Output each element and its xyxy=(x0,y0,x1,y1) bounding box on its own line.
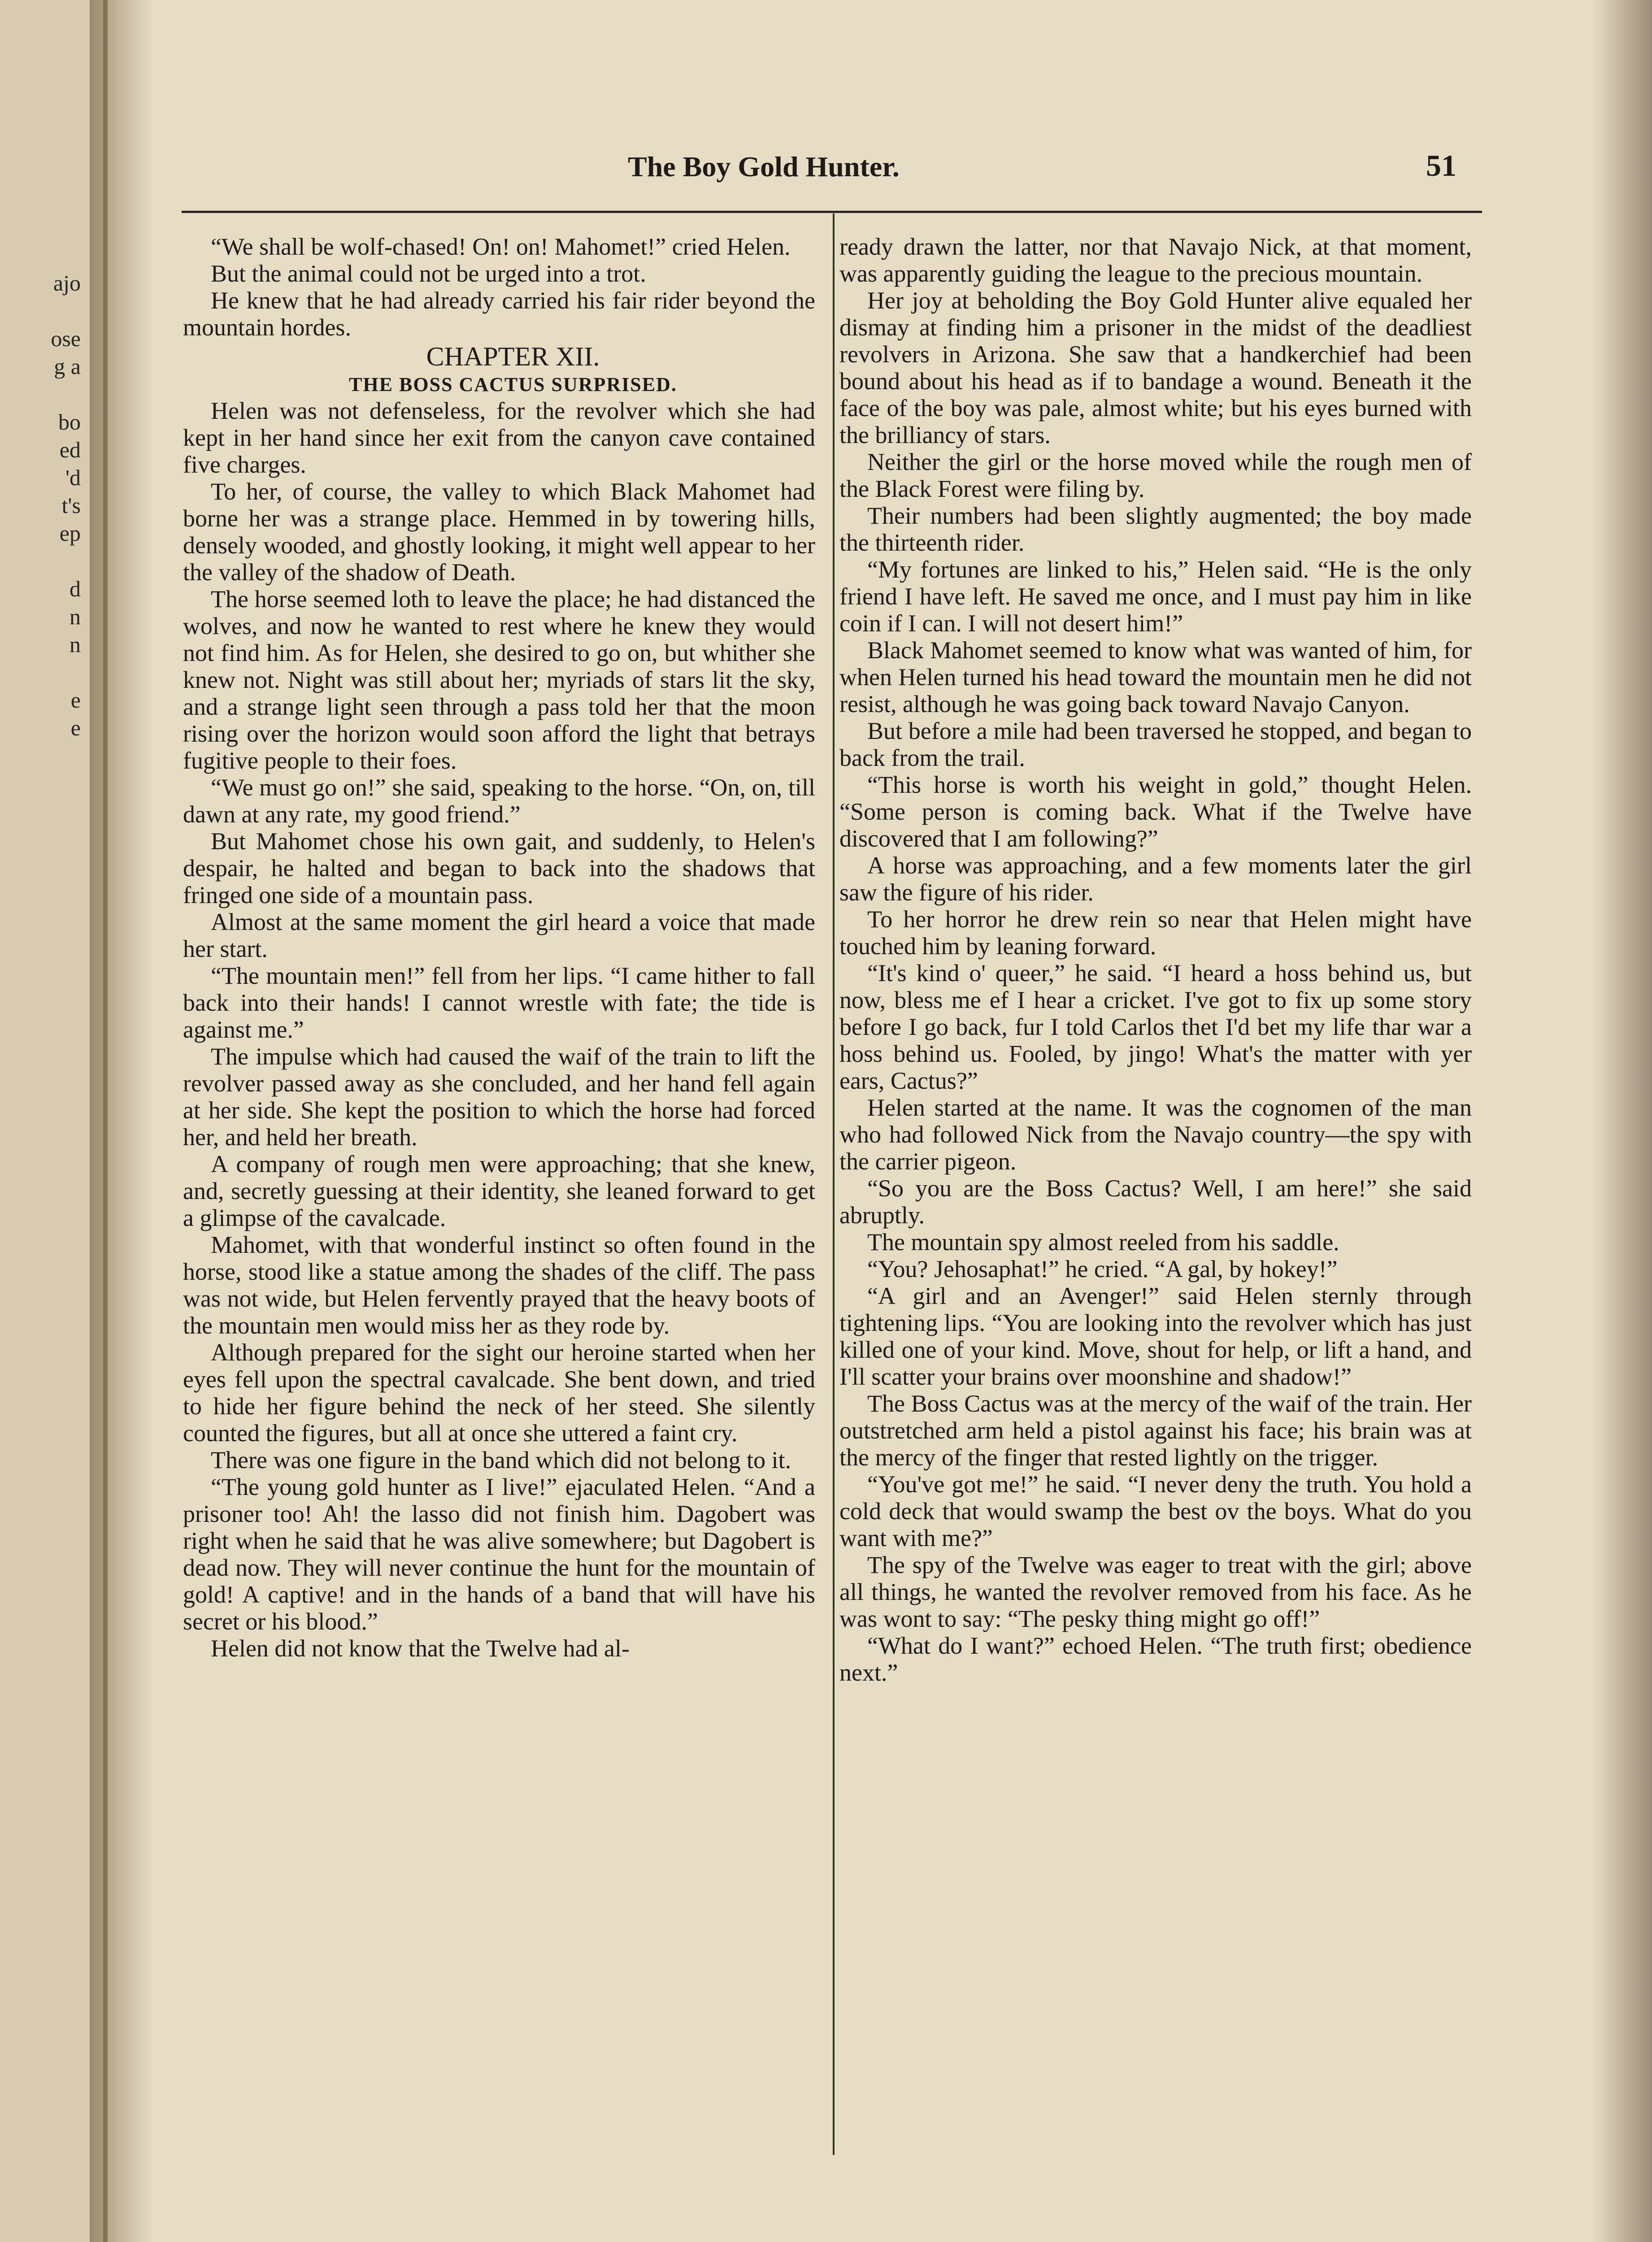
left-paragraphs-before-chapter xyxy=(183,233,815,341)
paragraph: “This horse is worth his weight in gold,” thought Helen. “Some person is coming back. What if the Twelve have discovered that I am following?” xyxy=(839,771,1472,852)
previous-page-fragment xyxy=(0,297,81,325)
paragraph: Helen was not defenseless, for the revolver which she had kept in her hand since her exit from the canyon cave contained five charges. xyxy=(183,397,815,478)
previous-page-fragment: e xyxy=(70,687,81,713)
previous-page-fragment: ose xyxy=(51,326,81,351)
paragraph: “We must go on!” she said, speaking to the horse. “On, on, till dawn at any rate, my good friend.” xyxy=(183,774,815,828)
previous-page-fragment: d xyxy=(70,576,81,601)
paragraph: Black Mahomet seemed to know what was wanted of him, for when Helen turned his head toward the mountain men he did not resist, although he was going back toward Navajo Canyon. xyxy=(839,637,1472,717)
paragraph: “We shall be wolf-chased! On! on! Mahomet!” cried Helen. xyxy=(211,233,791,260)
paragraph: “So you are the Boss Cactus? Well, I am here!” she said abruptly. xyxy=(839,1175,1472,1229)
paragraph: A horse was approaching, and a few moments later the girl saw the figure of his rider. xyxy=(839,852,1472,906)
chapter-subtitle: THE BOSS CACTUS SURPRISED. xyxy=(349,374,677,395)
paragraph: Neither the girl or the horse moved while the rough men of the Black Forest were filing by. xyxy=(839,448,1472,502)
paragraph: But the animal could not be urged into a trot. xyxy=(211,260,646,287)
paragraph: “The mountain men!” fell from her lips. “I came hither to fall back into their hands! I cannot wrestle with fate; the tide is against me.” xyxy=(183,962,815,1043)
paragraph: A company of rough men were approaching; that she knew, and, secretly guessing at their identity, she leaned forward to get a glimpse of the cavalcade. xyxy=(183,1151,815,1231)
paragraph: To her horror he drew rein so near that Helen might have touched him by leaning forward. xyxy=(839,906,1472,960)
paragraph: Their numbers had been slightly augmented; the boy made the thirteenth rider. xyxy=(839,502,1472,556)
paragraph: “The young gold hunter as I live!” ejaculated Helen. “And a prisoner too! Ah! the lasso did not finish him. Dagobert was right when he said that he was alive somewhere; but Dagobert is dead now. They will never continue the hunt for the mountain of gold! A captive! and in the hands of a band that will have his secret or his blood.” xyxy=(183,1473,815,1635)
right-column xyxy=(839,233,1472,1686)
paragraph: But Mahomet chose his own gait, and suddenly, to Helen's despair, he halted and began to back into the shadows that fringed one side of a mountain pass. xyxy=(183,828,815,908)
paragraph: “It's kind o' queer,” he said. “I heard a hoss behind us, but now, bless me ef I hear a cricket. I've got to fix up some story before I go back, fur I told Carlos thet I'd bet my life thar war a hoss behind us. Fooled, by jingo! What's the matter with yer ears, Cactus?” xyxy=(839,960,1472,1094)
paragraph: He knew that he had already carried his fair rider beyond the mountain hordes. xyxy=(183,287,815,341)
previous-page-fragment: ajo xyxy=(53,270,81,295)
previous-page-fragment: g a xyxy=(54,354,81,379)
paragraph: To her, of course, the valley to which Black Mahomet had borne her was a strange place. Hemmed in by towering hills, densely wooded, and ghostly looking, it might well appear to her the valley of the shadow of Death. xyxy=(183,478,815,586)
previous-page-fragment xyxy=(0,380,81,408)
previous-page-fragment: n xyxy=(70,604,81,629)
right-paragraphs xyxy=(839,233,1472,1686)
previous-page-fragment: bo xyxy=(58,409,81,434)
paragraph: The mountain spy almost reeled from his saddle. xyxy=(867,1229,1339,1256)
page-number: 51 xyxy=(1426,148,1456,182)
left-column xyxy=(183,233,815,1662)
paragraph: But before a mile had been traversed he stopped, and began to back from the trail. xyxy=(839,717,1472,771)
header-rule xyxy=(182,211,1482,213)
paragraph: Helen did not know that the Twelve had al- xyxy=(211,1635,630,1662)
paragraph: The horse seemed loth to leave the place; he had distanced the wolves, and now he wanted to rest where he knew they would not find him. As for Helen, she desired to go on, but whither she knew not. Night was still about her; myriads of stars lit the sky, and a strange light seen through a pass told her that the moon rising over the horizon would soon afford the light that betrays fugitive people to their foes. xyxy=(183,586,815,774)
running-title: The Boy Gold Hunter. xyxy=(628,151,900,182)
binding-shadow xyxy=(90,0,152,2242)
previous-page-fragment xyxy=(0,658,81,686)
paragraph: There was one figure in the band which did not belong to it. xyxy=(211,1447,791,1473)
paragraph: Mahomet, with that wonderful instinct so often found in the horse, stood like a statue among the shades of the cliff. The pass was not wide, but Helen fervently prayed that the heavy boots of the mountain men would miss her as they rode by. xyxy=(183,1231,815,1339)
edge-shadow xyxy=(1594,0,1652,2242)
paragraph: “You? Jehosaphat!” he cried. “A gal, by hokey!” xyxy=(867,1256,1338,1282)
previous-page-fragment: e xyxy=(70,715,81,740)
paragraph: Her joy at beholding the Boy Gold Hunter alive equaled her dismay at finding him a prisoner in the midst of the deadliest revolvers in Arizona. She saw that a handkerchief had been bound about his head as if to bandage a wound. Beneath it the face of the boy was pale, almost white; but his eyes burned with the brilliancy of stars. xyxy=(839,287,1472,448)
previous-page-fragment xyxy=(0,547,81,575)
previous-page-fragment: 'd xyxy=(65,465,81,490)
paragraph: The impulse which had caused the waif of the train to lift the revolver passed away as she concluded, and her hand fell again at her side. She kept the position to which the horse had forced her, and held her breath. xyxy=(183,1043,815,1151)
paragraph: ready drawn the latter, nor that Navajo Nick, at that moment, was apparently guiding the league to the precious mountain. xyxy=(839,233,1472,287)
column-divider xyxy=(833,213,835,2155)
paragraph: The Boss Cactus was at the mercy of the waif of the train. Her outstretched arm held a pistol against his face; his brain was at the mercy of the finger that rested lightly on the trigger. xyxy=(839,1390,1472,1471)
paragraph: Although prepared for the sight our heroine started when her eyes fell upon the spectral cavalcade. She bent down, and tried to hide her figure behind the neck of her steed. She silently counted the figures, but all at once she uttered a faint cry. xyxy=(183,1339,815,1447)
paragraph: “What do I want?” echoed Helen. “The truth first; obedience next.” xyxy=(839,1632,1472,1686)
left-paragraphs-after-chapter xyxy=(183,397,815,1662)
paragraph: “My fortunes are linked to his,” Helen said. “He is the only friend I have left. He saved me once, and I must pay him in like coin if I can. I will not desert him!” xyxy=(839,556,1472,637)
previous-page-fragment: ed xyxy=(59,437,81,462)
paragraph: Helen started at the name. It was the cognomen of the man who had followed Nick from the Navajo country—the spy with the carrier pigeon. xyxy=(839,1094,1472,1175)
chapter-title: CHAPTER XII. xyxy=(426,342,600,371)
previous-page-fragment: ep xyxy=(59,521,81,546)
paragraph: “A girl and an Avenger!” said Helen sternly through tightening lips. “You are looking into the revolver which has just killed one of your kind. Move, shout for help, or lift a hand, and I'll scatter your brains over moonshine and shadow!” xyxy=(839,1282,1472,1390)
previous-page-fragment: n xyxy=(70,632,81,657)
paragraph: The spy of the Twelve was eager to treat with the girl; above all things, he wanted the revolver removed from his face. As he was wont to say: “The pesky thing might go off!” xyxy=(839,1551,1472,1632)
previous-page-fragment: t's xyxy=(61,493,81,518)
previous-page-text-fragments xyxy=(0,269,81,742)
paragraph: Almost at the same moment the girl heard a voice that made her start. xyxy=(183,908,815,962)
paragraph: “You've got me!” he said. “I never deny the truth. You hold a cold deck that would swamp the best ov the boys. What do you want with me?” xyxy=(839,1471,1472,1551)
